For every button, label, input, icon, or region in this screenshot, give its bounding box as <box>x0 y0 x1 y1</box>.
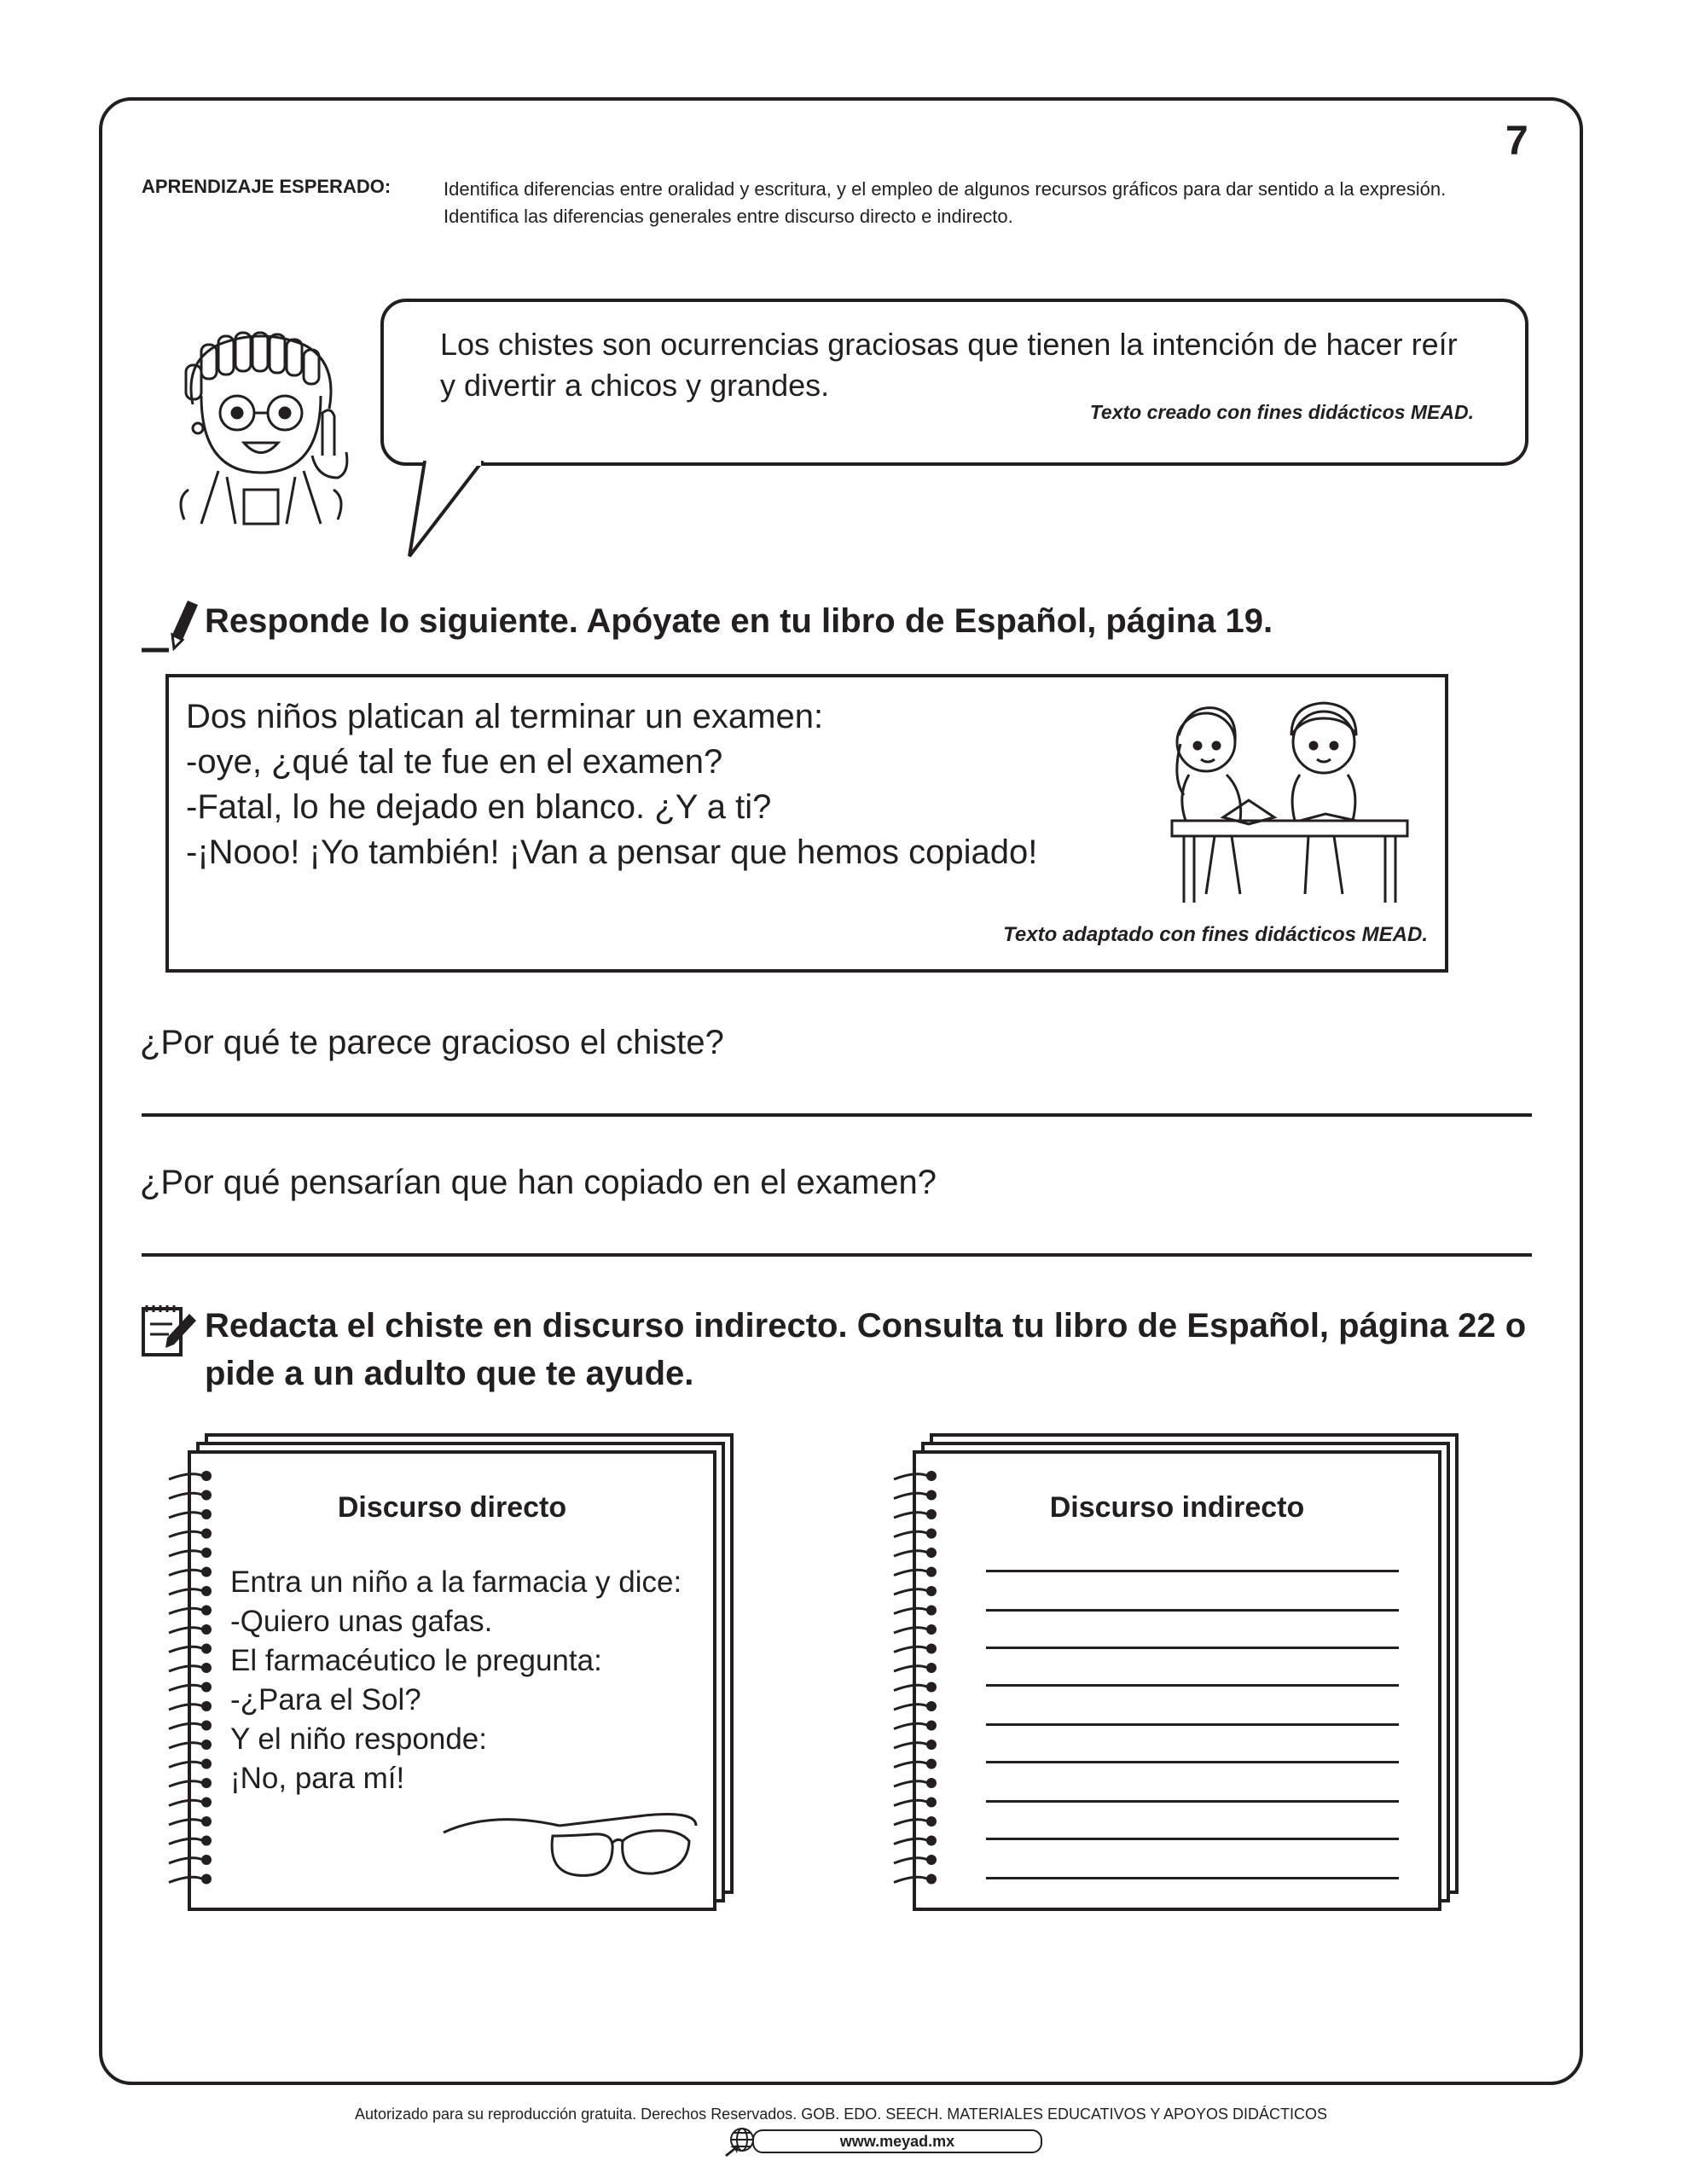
spiral-hole <box>926 1874 937 1885</box>
spiral-coil <box>894 1877 928 1882</box>
writing-line[interactable] <box>986 1838 1399 1840</box>
writing-line[interactable] <box>986 1723 1399 1726</box>
spiral-coil <box>169 1685 203 1690</box>
girl-illustration <box>167 328 363 532</box>
dialog-line-3: -Fatal, lo he dejado en blanco. ¿Y a ti? <box>186 788 772 826</box>
spiral-coil <box>894 1685 928 1690</box>
spiral-coil <box>169 1877 203 1882</box>
spiral-coil <box>169 1858 203 1863</box>
spiral-coil <box>894 1608 928 1613</box>
notebook-indirect <box>904 1433 1441 1928</box>
direct-line-1: Entra un niño a la farmacia y dice: <box>230 1565 682 1599</box>
dialog-line-2: -oye, ¿qué tal te fue en el examen? <box>186 743 723 781</box>
writing-line[interactable] <box>986 1647 1399 1649</box>
spiral-hole <box>201 1663 212 1673</box>
spiral-rings <box>165 1467 225 1894</box>
spiral-hole <box>926 1567 937 1577</box>
instruction-1: Responde lo siguiente. Apóyate en tu libro de Español, página 19. <box>205 602 1273 640</box>
direct-line-5: Y el niño responde: <box>230 1722 487 1756</box>
spiral-hole <box>926 1798 937 1808</box>
spiral-hole <box>201 1586 212 1596</box>
spiral-coil <box>169 1800 203 1805</box>
direct-line-4: -¿Para el Sol? <box>230 1683 421 1716</box>
spiral-coil <box>894 1762 928 1767</box>
spiral-hole <box>926 1836 937 1846</box>
spiral-coil <box>894 1838 928 1844</box>
spiral-hole <box>201 1548 212 1558</box>
objective-label: APRENDIZAJE ESPERADO: <box>142 176 392 197</box>
spiral-hole <box>926 1471 937 1481</box>
spiral-hole <box>926 1778 937 1788</box>
notebook-direct-text <box>230 1563 682 1798</box>
spiral-coil <box>169 1570 203 1575</box>
notebook-direct <box>179 1433 716 1928</box>
spiral-coil <box>894 1666 928 1671</box>
direct-line-6: ¡No, para mí! <box>230 1762 405 1795</box>
spiral-hole <box>926 1682 937 1693</box>
instruction-2: Redacta el chiste en discurso indirecto. Consulta tu libro de Español, página 22 o pide a un adulto que te ayude. <box>205 1307 1527 1392</box>
notebook-direct-title: Discurso directo <box>337 1491 567 1524</box>
dialog-lines <box>186 694 1037 875</box>
spiral-hole <box>926 1586 937 1596</box>
spiral-coil <box>894 1513 928 1518</box>
pencil-icon <box>140 597 200 653</box>
spiral-coil <box>894 1820 928 1825</box>
spiral-coil <box>169 1781 203 1786</box>
spiral-coil <box>169 1474 203 1479</box>
spiral-coil <box>894 1493 928 1498</box>
spiral-hole <box>926 1740 937 1750</box>
bubble-tail <box>401 461 495 563</box>
spiral-coil <box>894 1858 928 1863</box>
direct-line-2: -Quiero unas gafas. <box>230 1605 493 1638</box>
spiral-coil <box>894 1474 928 1479</box>
dialog-line-1: Dos niños platican al terminar un examen: <box>186 698 824 735</box>
spiral-coil <box>169 1513 203 1518</box>
spiral-hole <box>201 1606 212 1616</box>
spiral-hole <box>201 1816 212 1827</box>
spiral-hole <box>926 1701 937 1711</box>
writing-line[interactable] <box>986 1570 1399 1572</box>
question-1: ¿Por qué te parece gracioso el chiste? <box>140 1024 724 1061</box>
spiral-hole <box>201 1874 212 1885</box>
spiral-coil <box>894 1723 928 1728</box>
dialog-line-4: -¡Nooo! ¡Yo también! ¡Van a pensar que hemos copiado! <box>186 834 1038 871</box>
notebook-front-page <box>188 1450 716 1911</box>
notebook-indirect-title: Discurso indirecto <box>1049 1491 1305 1524</box>
spiral-hole <box>201 1759 212 1769</box>
spiral-coil <box>894 1589 928 1594</box>
spiral-coil <box>894 1628 928 1633</box>
writing-line[interactable] <box>986 1800 1399 1803</box>
spiral-hole <box>201 1778 212 1788</box>
spiral-hole <box>201 1509 212 1519</box>
spiral-coil <box>894 1781 928 1786</box>
footer-url[interactable]: www.meyad.mx <box>752 2129 1042 2153</box>
spiral-hole <box>201 1836 212 1846</box>
spiral-hole <box>201 1567 212 1577</box>
spiral-hole <box>926 1606 937 1616</box>
spiral-coil <box>169 1608 203 1613</box>
spiral-coil <box>169 1743 203 1748</box>
spiral-hole <box>201 1490 212 1501</box>
spiral-rings <box>890 1467 950 1894</box>
spiral-hole <box>926 1490 937 1501</box>
spiral-hole <box>201 1471 212 1481</box>
notebook-front-page <box>913 1450 1441 1911</box>
kids-at-desk-illustration <box>1155 693 1411 906</box>
spiral-coil <box>169 1705 203 1710</box>
spiral-hole <box>201 1855 212 1865</box>
page-number: 7 <box>1505 119 1528 164</box>
spiral-hole <box>926 1624 937 1635</box>
spiral-hole <box>926 1663 937 1673</box>
writing-line[interactable] <box>986 1877 1399 1879</box>
question-2: ¿Por qué pensarían que han copiado en el examen? <box>140 1164 937 1201</box>
spiral-hole <box>926 1759 937 1769</box>
spiral-hole <box>926 1548 937 1558</box>
bubble-text: Los chistes son ocurrencias graciosas que tienen la intención de hacer reír y divertir a chicos y grandes. <box>440 327 1458 403</box>
spiral-coil <box>169 1723 203 1728</box>
spiral-hole <box>926 1509 937 1519</box>
spiral-hole <box>926 1644 937 1654</box>
dialog-credit: Texto adaptado con fines didácticos MEAD. <box>1003 923 1428 946</box>
answer-line-2[interactable] <box>142 1253 1532 1257</box>
spiral-coil <box>169 1589 203 1594</box>
spiral-coil <box>169 1628 203 1633</box>
spiral-coil <box>169 1531 203 1536</box>
spiral-hole <box>201 1682 212 1693</box>
writing-line[interactable] <box>986 1684 1399 1687</box>
spiral-coil <box>894 1647 928 1652</box>
spiral-coil <box>169 1551 203 1556</box>
objective-text <box>444 176 1518 230</box>
notepad-pencil-icon <box>140 1302 200 1358</box>
spiral-hole <box>201 1529 212 1539</box>
spiral-coil <box>169 1838 203 1844</box>
spiral-hole <box>201 1644 212 1654</box>
spiral-hole <box>926 1529 937 1539</box>
bubble-credit: Texto creado con fines didácticos MEAD. <box>1089 401 1474 423</box>
writing-line[interactable] <box>986 1609 1399 1612</box>
speech-bubble <box>380 299 1528 466</box>
spiral-hole <box>926 1855 937 1865</box>
spiral-hole <box>201 1624 212 1635</box>
spiral-coil <box>894 1531 928 1536</box>
spiral-hole <box>201 1798 212 1808</box>
spiral-coil <box>169 1493 203 1498</box>
eyeglasses-illustration <box>440 1807 705 1884</box>
spiral-hole <box>201 1701 212 1711</box>
direct-line-3: El farmacéutico le pregunta: <box>230 1644 602 1677</box>
objective-line-2: Identifica las diferencias generales entre discurso directo e indirecto. <box>444 206 1013 227</box>
spiral-coil <box>894 1551 928 1556</box>
spiral-coil <box>894 1800 928 1805</box>
spiral-hole <box>201 1721 212 1731</box>
spiral-coil <box>169 1762 203 1767</box>
spiral-coil <box>169 1820 203 1825</box>
spiral-hole <box>201 1740 212 1750</box>
spiral-coil <box>894 1743 928 1748</box>
footer-copyright: Autorizado para su reproducción gratuita. Derechos Reservados. GOB. EDO. SEECH. MATERIALES EDUCATIVOS Y APOYOS DIDÁCTICOS <box>354 2106 1328 2123</box>
spiral-hole <box>926 1816 937 1827</box>
objective-line-1: Identifica diferencias entre oralidad y escritura, y el empleo de algunos recursos gráficos para dar sentido a la expresión. <box>444 178 1447 200</box>
spiral-hole <box>926 1721 937 1731</box>
spiral-coil <box>169 1647 203 1652</box>
spiral-coil <box>894 1570 928 1575</box>
answer-line-1[interactable] <box>142 1113 1532 1117</box>
writing-line[interactable] <box>986 1761 1399 1763</box>
spiral-coil <box>894 1705 928 1710</box>
spiral-coil <box>169 1666 203 1671</box>
